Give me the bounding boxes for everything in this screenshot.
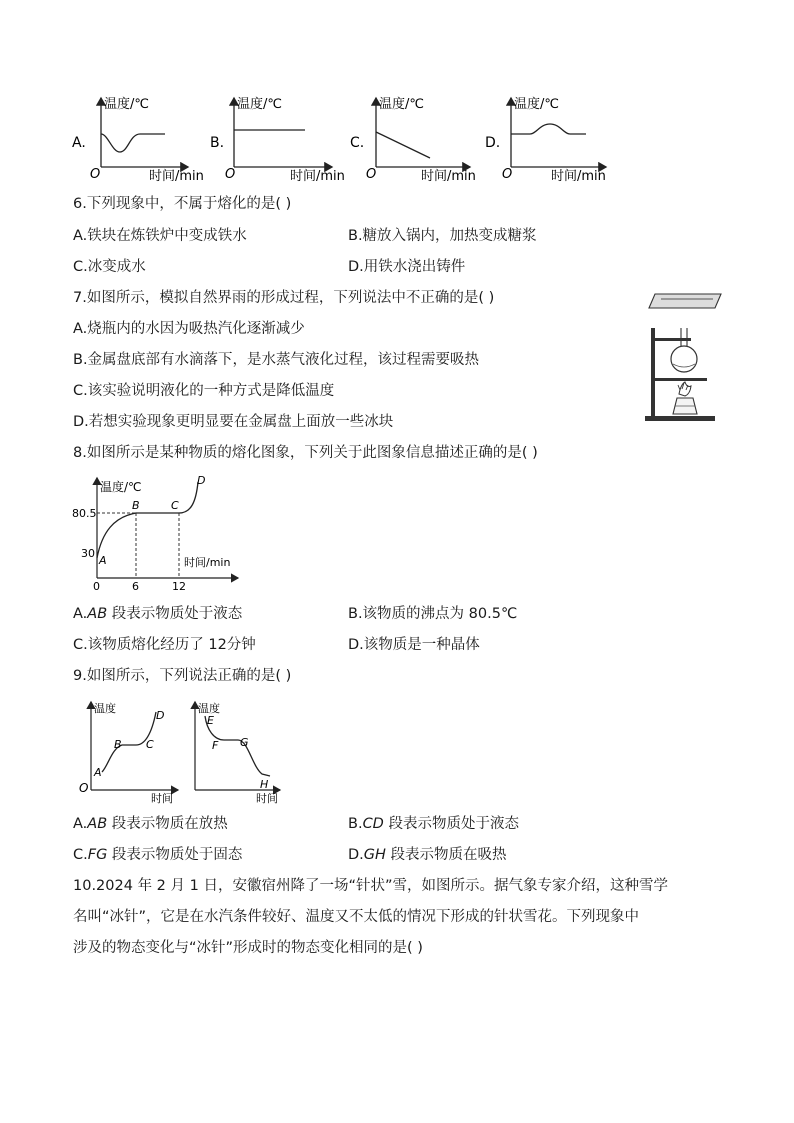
q5-graph-c-curve	[376, 132, 430, 158]
q5-graph-c[interactable]	[350, 96, 476, 184]
q9-g2-ylabel: 温度	[198, 702, 220, 715]
q5-graph-d-letter: D.	[485, 135, 501, 151]
clamp-arm	[651, 338, 691, 341]
q9-option-b[interactable]: B.CD 段表示物质处于液态	[348, 816, 519, 832]
q9-g2-point-e: E	[207, 714, 214, 727]
q8-option-a[interactable]: A.AB 段表示物质处于液态	[73, 606, 243, 622]
stand-base	[645, 416, 715, 421]
flame	[679, 382, 691, 396]
q8-option-c[interactable]: C.该物质熔化经历了 12分钟	[73, 637, 256, 653]
q5-graph-c-xlabel: 时间/min	[421, 169, 476, 184]
q8-ylabel: 温度/℃	[100, 480, 142, 494]
q9-g2-point-g: G	[240, 736, 249, 749]
q10-line-2: 名叫“冰针”，它是在水汽条件较好、温度又不太低的情况下形成的针状雪花。下列现象中	[73, 909, 640, 925]
q9-g1-point-d: D	[156, 709, 165, 722]
q8-point-a: A	[99, 554, 107, 567]
q5-graphs-svg	[70, 92, 630, 188]
q8-point-c: C	[171, 499, 179, 512]
q7-option-c[interactable]: C.该实验说明液化的一种方式是降低温度	[73, 383, 335, 399]
q9-g1-point-a: A	[94, 766, 102, 779]
q6-option-c[interactable]: C.冰变成水	[73, 259, 146, 275]
q8-y-tick-bottom: 30	[81, 547, 95, 560]
q5-graph-b-ylabel: 温度/℃	[237, 97, 282, 112]
q9-option-d[interactable]: D.GH 段表示物质在吸热	[348, 847, 507, 863]
q9-g1-ylabel: 温度	[94, 702, 116, 715]
q5-graph-a[interactable]	[72, 96, 204, 184]
stand-pole	[651, 328, 655, 420]
q9-g1-point-c: C	[146, 738, 154, 751]
q8-stem: 8.如图所示是某种物质的熔化图象，下列关于此图象信息描述正确的是( )	[73, 445, 538, 461]
q8-x-tick-6: 6	[132, 580, 139, 593]
q5-graph-c-letter: C.	[350, 135, 365, 151]
ring-support	[651, 378, 707, 381]
q8-x-tick-0: 0	[93, 580, 100, 593]
q9-option-a[interactable]: A.AB 段表示物质在放热	[73, 816, 228, 832]
q5-graph-a-letter: A.	[72, 135, 86, 151]
q7-option-a[interactable]: A.烧瓶内的水因为吸热汽化逐渐减少	[73, 321, 305, 337]
flask	[671, 346, 697, 372]
q8-option-d[interactable]: D.该物质是一种晶体	[348, 637, 480, 653]
q9-g2-point-h: H	[260, 778, 269, 791]
q7-apparatus-figure	[645, 286, 723, 424]
q9-graph-2	[195, 701, 280, 805]
q5-graph-a-curve	[101, 134, 165, 152]
q9-option-c[interactable]: C.FG 段表示物质处于固态	[73, 847, 243, 863]
q5-graph-d[interactable]	[485, 96, 606, 184]
q10-line-1: 10.2024 年 2 月 1 日，安徽宿州降了一场“针状”雪，如图所示。据气象专家介绍，这种雪学	[73, 878, 668, 894]
q5-graph-d-origin: O	[502, 167, 513, 182]
apparatus-svg	[645, 286, 723, 424]
q8-point-d: D	[197, 474, 206, 487]
metal-plate	[649, 294, 721, 308]
q9-g2-xlabel: 时间	[256, 792, 278, 805]
q5-graph-b-xlabel: 时间/min	[290, 169, 345, 184]
q5-graph-c-ylabel: 温度/℃	[379, 97, 424, 112]
q9-g1-xlabel: 时间	[151, 792, 173, 805]
q9-graphs	[76, 696, 282, 806]
q5-graph-a-xlabel: 时间/min	[149, 169, 204, 184]
q9-graphs-svg	[76, 696, 282, 806]
q8-x-tick-12: 12	[172, 580, 186, 593]
q5-graph-a-ylabel: 温度/℃	[104, 97, 149, 112]
q6-stem: 6.下列现象中，不属于熔化的是( )	[73, 196, 292, 212]
q8-y-tick-top: 80.5	[72, 507, 97, 520]
q6-option-d[interactable]: D.用铁水浇出铸件	[348, 259, 466, 275]
q9-graph-1	[79, 701, 178, 805]
q5-graph-a-origin: O	[90, 167, 101, 182]
q5-graph-b-letter: B.	[210, 135, 225, 151]
q8-graph-svg	[72, 472, 246, 596]
q5-graph-d-xlabel: 时间/min	[551, 169, 606, 184]
q5-graph-d-ylabel: 温度/℃	[514, 97, 559, 112]
q5-graph-b-origin: O	[225, 167, 236, 182]
q8-xlabel: 时间/min	[184, 556, 231, 569]
q5-graph-d-curve	[511, 124, 586, 134]
q6-option-a[interactable]: A.铁块在炼铁炉中变成铁水	[73, 228, 247, 244]
q9-g1-origin: O	[79, 781, 89, 795]
q9-stem: 9.如图所示，下列说法正确的是( )	[73, 668, 292, 684]
q9-g1-point-b: B	[114, 738, 122, 751]
q8-melting-graph	[72, 472, 246, 596]
q8-point-b: B	[132, 499, 140, 512]
q7-option-d[interactable]: D.若想实验现象更明显要在金属盘上面放一些冰块	[73, 414, 394, 430]
q7-option-b[interactable]: B.金属盘底部有水滴落下，是水蒸气液化过程，该过程需要吸热	[73, 352, 480, 368]
q10-line-3: 涉及的物态变化与“冰针”形成时的物态变化相同的是( )	[73, 940, 423, 956]
q5-graph-c-origin: O	[366, 167, 377, 182]
q7-stem: 7.如图所示，模拟自然界雨的形成过程，下列说法中不正确的是( )	[73, 290, 495, 306]
q6-option-b[interactable]: B.糖放入锅内，加热变成糖浆	[348, 228, 537, 244]
q8-option-b[interactable]: B.该物质的沸点为 80.5℃	[348, 606, 518, 622]
q9-g2-point-f: F	[212, 739, 219, 752]
q5-option-graphs	[70, 92, 630, 188]
q5-graph-b[interactable]	[210, 96, 345, 184]
